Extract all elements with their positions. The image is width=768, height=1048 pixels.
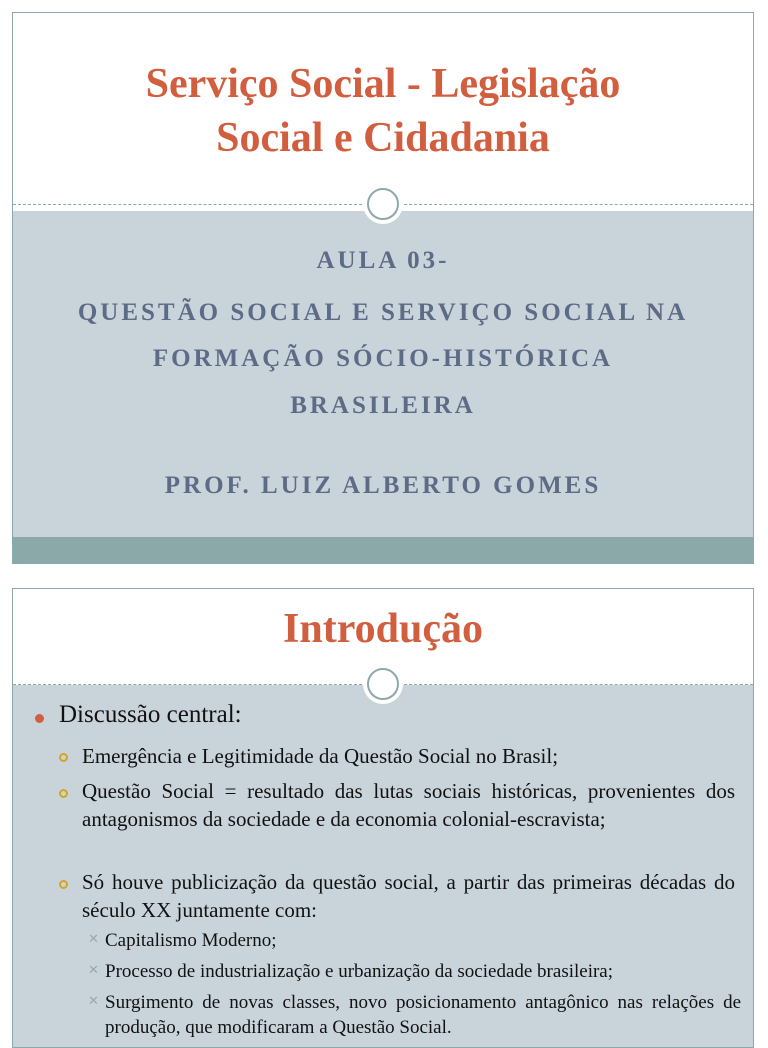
ring-bullet-icon xyxy=(59,789,68,798)
x-bullet-icon: ✕ xyxy=(88,931,99,946)
ring-bullet-icon xyxy=(59,753,68,762)
slide-title xyxy=(13,57,753,165)
x-bullet-icon: ✕ xyxy=(88,962,99,977)
footer-bar xyxy=(13,537,753,563)
filled-dot-icon xyxy=(35,714,44,723)
x-bullet-icon: ✕ xyxy=(88,993,99,1008)
title-area xyxy=(13,13,753,211)
title-line-1: Serviço Social - Legislação xyxy=(145,61,621,107)
title-line-2: Social e Cidadania xyxy=(216,115,550,161)
slide-title: Introdução xyxy=(283,606,483,652)
topic-line-3: BRASILEIRA xyxy=(290,392,476,419)
list-item: Emergência e Legitimidade da Questão Social no Brasil; xyxy=(82,744,559,768)
introduction-slide xyxy=(12,588,754,1048)
ring-bullet-icon xyxy=(59,880,68,889)
list-item: Só houve publicização da questão social, a partir das primeiras décadas do século XX juntamente com: xyxy=(82,870,735,922)
topic-line-2: FORMAÇÃO SÓCIO-HISTÓRICA xyxy=(152,345,614,372)
sub-list-item: Processo de industrialização e urbanização da sociedade brasileira; xyxy=(105,961,614,982)
circle-ornament-icon xyxy=(365,666,401,702)
list-item: Questão Social = resultado das lutas sociais históricas, provenientes dos antagonismos da sociedade e da economia colonial-escravista; xyxy=(82,779,735,831)
circle-ornament-icon xyxy=(365,186,401,222)
main-bullet: Discussão central: xyxy=(59,701,242,728)
sub-list-item: Capitalismo Moderno; xyxy=(105,930,277,951)
title-slide xyxy=(12,12,754,564)
topic-line-1: QUESTÃO SOCIAL E SERVIÇO SOCIAL NA xyxy=(77,299,689,326)
sub-list-item: Surgimento de novas classes, novo posicionamento antagônico nas relações de produção, que modificaram a Questão Social. xyxy=(105,992,741,1038)
professor-name: PROF. LUIZ ALBERTO GOMES xyxy=(164,472,602,499)
lesson-number: AULA 03- xyxy=(316,247,450,274)
